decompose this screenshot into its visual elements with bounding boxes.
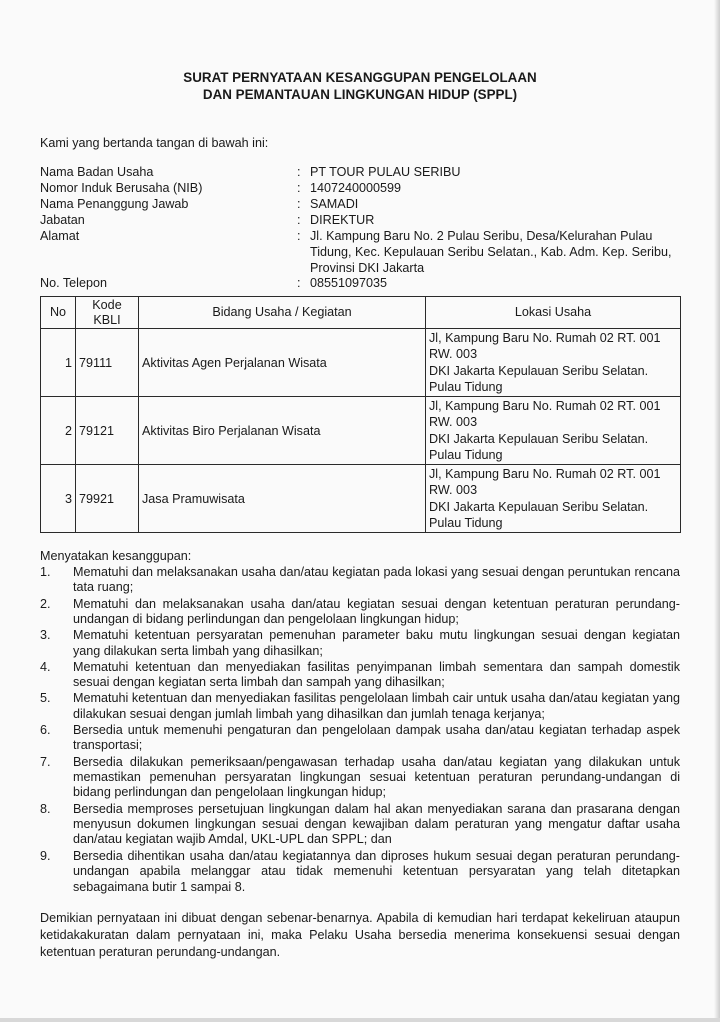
item-number: 4. bbox=[40, 659, 51, 674]
list-item bbox=[40, 660, 680, 691]
field-label: Nama Badan Usaha bbox=[40, 165, 154, 179]
table-row bbox=[41, 397, 681, 465]
cell-kode: 79111 bbox=[76, 329, 139, 397]
field-colon: : bbox=[297, 165, 301, 179]
header-bidang-usaha: Bidang Usaha / Kegiatan bbox=[139, 297, 426, 329]
header-kode-kbli bbox=[76, 297, 139, 329]
cell-bidang: Jasa Pramuwisata bbox=[139, 465, 426, 533]
list-item bbox=[40, 723, 680, 754]
list-item bbox=[40, 755, 680, 801]
list-item bbox=[40, 597, 680, 628]
item-text: Mematuhi dan melaksanakan usaha dan/atau kegiatan sesuai dengan ketentuan peraturan perundang-undangan di bidang perlindungan dan pengelolaan lingkungan hidup; bbox=[73, 596, 680, 627]
page-edge-shadow bbox=[714, 0, 720, 1022]
lokasi-line-1: Jl, Kampung Baru No. Rumah 02 RT. 001 RW. 003 bbox=[429, 331, 661, 362]
item-number: 3. bbox=[40, 628, 51, 643]
declaration-list bbox=[40, 565, 680, 896]
item-text: Mematuhi dan melaksanakan usaha dan/atau kegiatan pada lokasi yang sesuai dengan peruntukan rencana tata ruang; bbox=[73, 565, 680, 595]
table-row bbox=[41, 465, 681, 533]
field-colon: : bbox=[297, 229, 301, 243]
document-title bbox=[0, 69, 720, 103]
item-text: Bersedia dilakukan pemeriksaan/pengawasan terhadap usaha dan/atau kegiatan yang dilakukan untuk memastikan pemenuhan persyaratan lingkungan sesuai ketentuan peraturan perundang-undangan di bidang perlindungan dan pengelolaan lingkungan hidup; bbox=[73, 754, 680, 800]
cell-lokasi bbox=[426, 465, 681, 533]
cell-lokasi bbox=[426, 329, 681, 397]
item-number: 1. bbox=[40, 565, 51, 579]
field-value: 08551097035 bbox=[310, 276, 388, 290]
title-line-2: DAN PEMANTAUAN LINGKUNGAN HIDUP (SPPL) bbox=[202, 87, 518, 102]
intro-text: Kami yang bertanda tangan di bawah ini: bbox=[40, 136, 269, 150]
header-lokasi-usaha: Lokasi Usaha bbox=[426, 297, 681, 329]
item-text: Mematuhi ketentuan persyaratan pemenuhan parameter baku mutu lingkungan sesuai dengan kegiatan yang dilakukan serta limbah yang dihasilkan; bbox=[73, 628, 680, 658]
table-header-row bbox=[41, 297, 681, 329]
cell-no: 3 bbox=[41, 465, 76, 533]
closing-paragraph: Demikian pernyataan ini dibuat dengan sebenar-benarnya. Apabila di kemudian hari terdapat kekeliruan ataupun ketidakakuratan dalam pernyataan ini, maka Pelaku Usaha bersedia menerima konsekuensi sesuai dengan ketentuan peraturan perundang-undangan. bbox=[40, 911, 680, 959]
list-item bbox=[40, 802, 680, 848]
item-text: Bersedia dihentikan usaha dan/atau kegiatannya dan diproses hukum sesuai degan peraturan perundang-undangan apabila melanggar atau tidak memenuhi ketentuan persyaratan yang telah ditetapkan sebagaimana butir 1 sampai 8. bbox=[73, 848, 680, 894]
field-colon: : bbox=[297, 213, 301, 227]
field-colon: : bbox=[297, 197, 301, 211]
list-item bbox=[40, 565, 680, 596]
item-number: 2. bbox=[40, 596, 51, 611]
list-item bbox=[40, 691, 680, 722]
table-row bbox=[41, 329, 681, 397]
lokasi-line-2: DKI Jakarta Kepulauan Seribu Selatan. Pulau Tidung bbox=[429, 431, 649, 462]
field-label: Alamat bbox=[40, 229, 80, 243]
lokasi-line-2: DKI Jakarta Kepulauan Seribu Selatan. Pulau Tidung bbox=[429, 499, 649, 530]
header-kode: Kode bbox=[92, 297, 122, 312]
lokasi-line-1: Jl, Kampung Baru No. Rumah 02 RT. 001 RW. 003 bbox=[429, 399, 661, 430]
item-number: 5. bbox=[40, 691, 51, 706]
item-number: 6. bbox=[40, 723, 51, 738]
field-colon: : bbox=[297, 276, 301, 290]
cell-no: 2 bbox=[41, 397, 76, 465]
kbli-table bbox=[40, 296, 681, 533]
item-text: Bersedia memproses persetujuan lingkungan dalam hal akan menyediakan sarana dan prasarana dengan menyusun dokumen lingkungan sesuai dengan kewajiban dalam peraturan yang mengatur daftar usaha dan/atau kegiatan wajib Amdal, UKL-UPL dan SPPL; dan bbox=[73, 801, 680, 847]
cell-bidang: Aktivitas Biro Perjalanan Wisata bbox=[139, 397, 426, 465]
item-text: Mematuhi ketentuan dan menyediakan fasilitas pengelolaan limbah cair untuk usaha dan/atau kegiatan yang dilakukan sesuai dengan jumlah limbah yang dihasilkan dan jumlah tenaga kerjanya; bbox=[73, 691, 680, 721]
field-colon: : bbox=[297, 181, 301, 195]
page-bottom-edge bbox=[0, 1018, 720, 1022]
field-label: Nama Penanggung Jawab bbox=[40, 197, 189, 211]
field-value: 1407240000599 bbox=[310, 181, 402, 195]
field-value: PT TOUR PULAU SERIBU bbox=[310, 165, 461, 179]
field-value: Jl. Kampung Baru No. 2 Pulau Seribu, Desa/Kelurahan Pulau Tidung, Kec. Kepulauan Seribu Selatan., Kab. Adm. Kep. Seribu, Provinsi DKI Jakarta bbox=[310, 229, 672, 275]
field-label: Nomor Induk Berusaha (NIB) bbox=[40, 181, 203, 195]
item-text: Bersedia untuk memenuhi pengaturan dan pengelolaan dampak usaha dan/atau kegiatan terhadap aspek transportasi; bbox=[73, 723, 680, 753]
header-kbli: KBLI bbox=[93, 312, 121, 327]
list-item bbox=[40, 849, 680, 895]
cell-no: 1 bbox=[41, 329, 76, 397]
cell-kode: 79921 bbox=[76, 465, 139, 533]
cell-kode: 79121 bbox=[76, 397, 139, 465]
item-number: 8. bbox=[40, 801, 51, 816]
field-value: DIREKTUR bbox=[310, 213, 375, 227]
declaration-heading: Menyatakan kesanggupan: bbox=[40, 549, 192, 563]
cell-lokasi bbox=[426, 397, 681, 465]
item-number: 7. bbox=[40, 754, 51, 769]
item-number: 9. bbox=[40, 848, 51, 863]
list-item bbox=[40, 628, 680, 659]
field-label: Jabatan bbox=[40, 213, 85, 227]
cell-bidang: Aktivitas Agen Perjalanan Wisata bbox=[139, 329, 426, 397]
field-label: No. Telepon bbox=[40, 276, 107, 290]
lokasi-line-2: DKI Jakarta Kepulauan Seribu Selatan. Pulau Tidung bbox=[429, 363, 649, 394]
lokasi-line-1: Jl, Kampung Baru No. Rumah 02 RT. 001 RW. 003 bbox=[429, 467, 661, 498]
item-text: Mematuhi ketentuan dan menyediakan fasilitas penyimpanan limbah sementara dan sampah domestik sesuai dengan kegiatan serta limbah dan sampah yang dihasilkan; bbox=[73, 659, 680, 690]
title-line-1: SURAT PERNYATAAN KESANGGUPAN PENGELOLAAN bbox=[183, 70, 537, 85]
field-value: SAMADI bbox=[310, 197, 359, 211]
header-no: No bbox=[41, 297, 76, 329]
